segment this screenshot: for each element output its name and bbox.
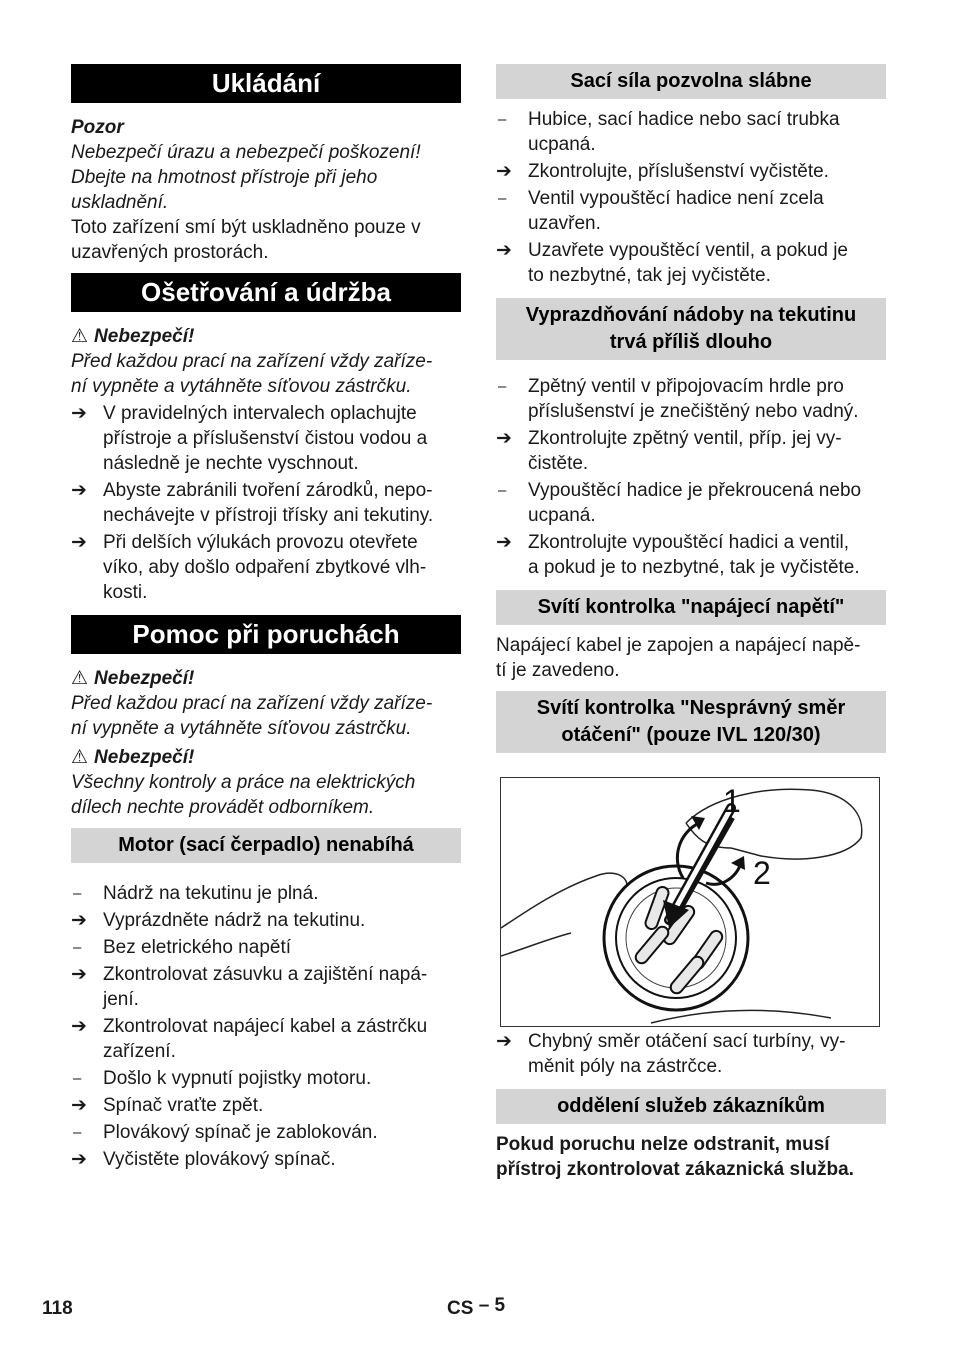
heading-ukladani: Ukládání	[71, 64, 461, 103]
list-item	[71, 935, 461, 960]
list-item-line: následně je nechte vyschnout.	[103, 453, 359, 474]
list-item	[496, 374, 886, 424]
list-item-line: jení.	[103, 989, 139, 1010]
list-item	[71, 1066, 461, 1091]
list-item	[71, 881, 461, 906]
warning-line: Dbejte na hmotnost přístroje při jeho	[71, 167, 378, 188]
dash-bullet: –	[498, 111, 507, 128]
list-item-line: čistěte.	[528, 453, 589, 474]
list-item	[496, 426, 886, 476]
heading-napajeci: Svítí kontrolka "napájecí napětí"	[496, 590, 886, 625]
warning-triangle-icon: ⚠	[71, 668, 89, 689]
figure-label-2: 2	[753, 855, 771, 891]
list-item-line: příslušenství je znečištěný nebo vadný.	[528, 401, 859, 422]
dash-bullet: –	[73, 1070, 82, 1087]
list-item-line: to nezbytné, tak jej vyčistěte.	[528, 265, 771, 286]
list-item-line: V pravidelných intervalech oplachujte	[103, 403, 417, 424]
warning-line: Nebezpečí úrazu a nebezpečí poškození!	[71, 142, 421, 163]
right-column	[496, 64, 886, 1182]
figure-label-1: 1	[723, 783, 741, 819]
note-line: ní vypněte a vytáhněte síťovou zástrčku.	[71, 718, 412, 739]
body-line: Napájecí kabel je zapojen a napájecí napě-	[496, 635, 861, 656]
heading-line: otáčení" (pouze IVL 120/30)	[561, 724, 821, 746]
list-item-line: Došlo k vypnutí pojistky motoru.	[103, 1068, 372, 1089]
list-item	[71, 478, 461, 528]
warning-triangle-icon: ⚠	[71, 747, 89, 768]
list-item-line: Hubice, sací hadice nebo sací trubka	[528, 109, 840, 130]
dash-bullet: –	[73, 885, 82, 902]
list-item	[71, 1014, 461, 1064]
vyprazdnovani-list	[496, 374, 886, 580]
saci-list	[496, 107, 886, 288]
note-line: Před každou prací na zařízení vždy zaříze-	[71, 693, 433, 714]
list-item-line: Zkontrolujte, příslušenství vyčistěte.	[528, 161, 829, 182]
list-item	[496, 159, 886, 184]
body-line: tí je zavedeno.	[496, 660, 620, 681]
list-item-line: Chybný směr otáčení sací turbíny, vy-	[528, 1031, 846, 1052]
pozor-label: Pozor	[71, 117, 124, 138]
list-item-line: Plovákový spínač je zablokován.	[103, 1122, 378, 1143]
note-line: dílech nechte provádět odborníkem.	[71, 797, 375, 818]
list-item-line: nechávejte v přístroji třísky ani tekutiny.	[103, 505, 434, 526]
dash-bullet: –	[498, 482, 507, 499]
list-item-line: Abyste zabránili tvoření zárodků, nepo-	[103, 480, 433, 501]
service-line: přístroj zkontrolovat zákaznická služba.	[496, 1159, 854, 1180]
note-line: Všechny kontroly a práce na elektrických	[71, 772, 416, 793]
arrow-right-icon: ➔	[71, 1149, 87, 1170]
danger-label	[71, 745, 461, 770]
list-item-line: Zkontrolovat zásuvku a zajištění napá-	[103, 964, 428, 985]
list-item-line: a pokud je to nezbytné, tak je vyčistěte.	[528, 557, 860, 578]
heading-saci: Sací síla pozvolna slábne	[496, 64, 886, 99]
heading-oddeleni: oddělení služeb zákazníkům	[496, 1089, 886, 1124]
list-item	[71, 1093, 461, 1118]
dash-bullet: –	[498, 378, 507, 395]
list-item	[496, 1029, 886, 1079]
body-line: uzavřených prostorách.	[71, 242, 269, 263]
list-item-line: víko, aby došlo odpaření zbytkové vlh-	[103, 557, 427, 578]
list-item	[71, 1120, 461, 1145]
page-footer-section	[447, 1296, 505, 1321]
heading-line: Vyprazdňování nádoby na tekutinu	[525, 304, 857, 326]
list-item-line: kosti.	[103, 582, 148, 603]
service-line: Pokud poruchu nelze odstranit, musí	[496, 1134, 830, 1155]
arrow-right-icon: ➔	[71, 964, 87, 985]
danger-text: Nebezpečí!	[94, 747, 195, 768]
section-number: – 5	[478, 1295, 506, 1316]
list-item	[496, 530, 886, 580]
list-item-line: zařízení.	[103, 1041, 176, 1062]
warning-triangle-icon: ⚠	[71, 326, 89, 347]
heading-osetrovani: Ošetřování a údržba	[71, 273, 461, 312]
list-item-line: uzavřen.	[528, 213, 601, 234]
danger-text: Nebezpečí!	[94, 668, 195, 689]
dash-bullet: –	[73, 939, 82, 956]
list-item	[71, 1147, 461, 1172]
language-code: CS	[447, 1298, 474, 1319]
heading-vyprazdnovani	[496, 298, 886, 360]
arrow-right-icon: ➔	[71, 1016, 87, 1037]
note-line: Před každou prací na zařízení vždy zaříze-	[71, 351, 433, 372]
list-item	[71, 530, 461, 605]
list-item-line: Zkontrolujte zpětný ventil, příp. jej vy-	[528, 428, 842, 449]
arrow-right-icon: ➔	[71, 532, 87, 553]
heading-pomoc: Pomoc při poruchách	[71, 615, 461, 654]
list-item	[71, 401, 461, 476]
heading-line: trvá příliš dlouho	[609, 331, 773, 353]
list-item-line: přístroje a příslušenství čistou vodou a	[103, 428, 428, 449]
arrow-right-icon: ➔	[496, 161, 512, 182]
body-line: Toto zařízení smí být uskladněno pouze v	[71, 217, 421, 238]
heading-smer	[496, 691, 886, 753]
left-column	[71, 64, 461, 1174]
list-item-line: ucpaná.	[528, 505, 596, 526]
list-item-line: Bez eletrického napětí	[103, 937, 292, 958]
warning-line: uskladnění.	[71, 192, 169, 213]
list-item-line: Uzavřete vypouštěcí ventil, a pokud je	[528, 240, 849, 261]
list-item	[71, 962, 461, 1012]
arrow-right-icon: ➔	[496, 532, 512, 553]
plug-illustration	[501, 778, 879, 1026]
motor-list	[71, 881, 461, 1172]
list-item-line: Ventil vypouštěcí hadice není zcela	[528, 188, 824, 209]
list-item-line: Vyprázdněte nádrž na tekutinu.	[103, 910, 366, 931]
list-item	[71, 908, 461, 933]
dash-bullet: –	[498, 190, 507, 207]
osetrovani-list	[71, 401, 461, 605]
page-number: 118	[42, 1298, 73, 1319]
smer-list	[496, 1029, 886, 1079]
list-item-line: Vyčistěte plovákový spínač.	[103, 1149, 336, 1170]
list-item-line: měnit póly na zástrčce.	[528, 1056, 723, 1077]
list-item-line: Zkontrolovat napájecí kabel a zástrčku	[103, 1016, 428, 1037]
list-item	[496, 478, 886, 528]
danger-text: Nebezpečí!	[94, 326, 195, 347]
dash-bullet: –	[73, 1124, 82, 1141]
arrow-right-icon: ➔	[496, 428, 512, 449]
list-item-line: Zkontrolujte vypouštěcí hadici a ventil,	[528, 532, 850, 553]
list-item	[496, 107, 886, 157]
arrow-right-icon: ➔	[496, 1031, 512, 1052]
heading-line: Svítí kontrolka "Nesprávný směr	[536, 697, 846, 719]
list-item	[496, 238, 886, 288]
heading-motor: Motor (sací čerpadlo) nenabíhá	[71, 828, 461, 863]
list-item-line: Vypouštěcí hadice je překroucená nebo	[528, 480, 862, 501]
list-item-line: ucpaná.	[528, 134, 596, 155]
plug-rotation-figure	[500, 777, 880, 1027]
arrow-right-icon: ➔	[71, 403, 87, 424]
list-item	[496, 186, 886, 236]
list-item-line: Spínač vraťte zpět.	[103, 1095, 264, 1116]
danger-label	[71, 324, 461, 349]
arrow-right-icon: ➔	[71, 910, 87, 931]
list-item-line: Zpětný ventil v připojovacím hrdle pro	[528, 376, 844, 397]
note-line: ní vypněte a vytáhněte síťovou zástrčku.	[71, 376, 412, 397]
list-item-line: Při delších výlukách provozu otevřete	[103, 532, 418, 553]
arrow-right-icon: ➔	[71, 480, 87, 501]
arrow-right-icon: ➔	[71, 1095, 87, 1116]
arrow-right-icon: ➔	[496, 240, 512, 261]
list-item-line: Nádrž na tekutinu je plná.	[103, 883, 319, 904]
danger-label	[71, 666, 461, 691]
